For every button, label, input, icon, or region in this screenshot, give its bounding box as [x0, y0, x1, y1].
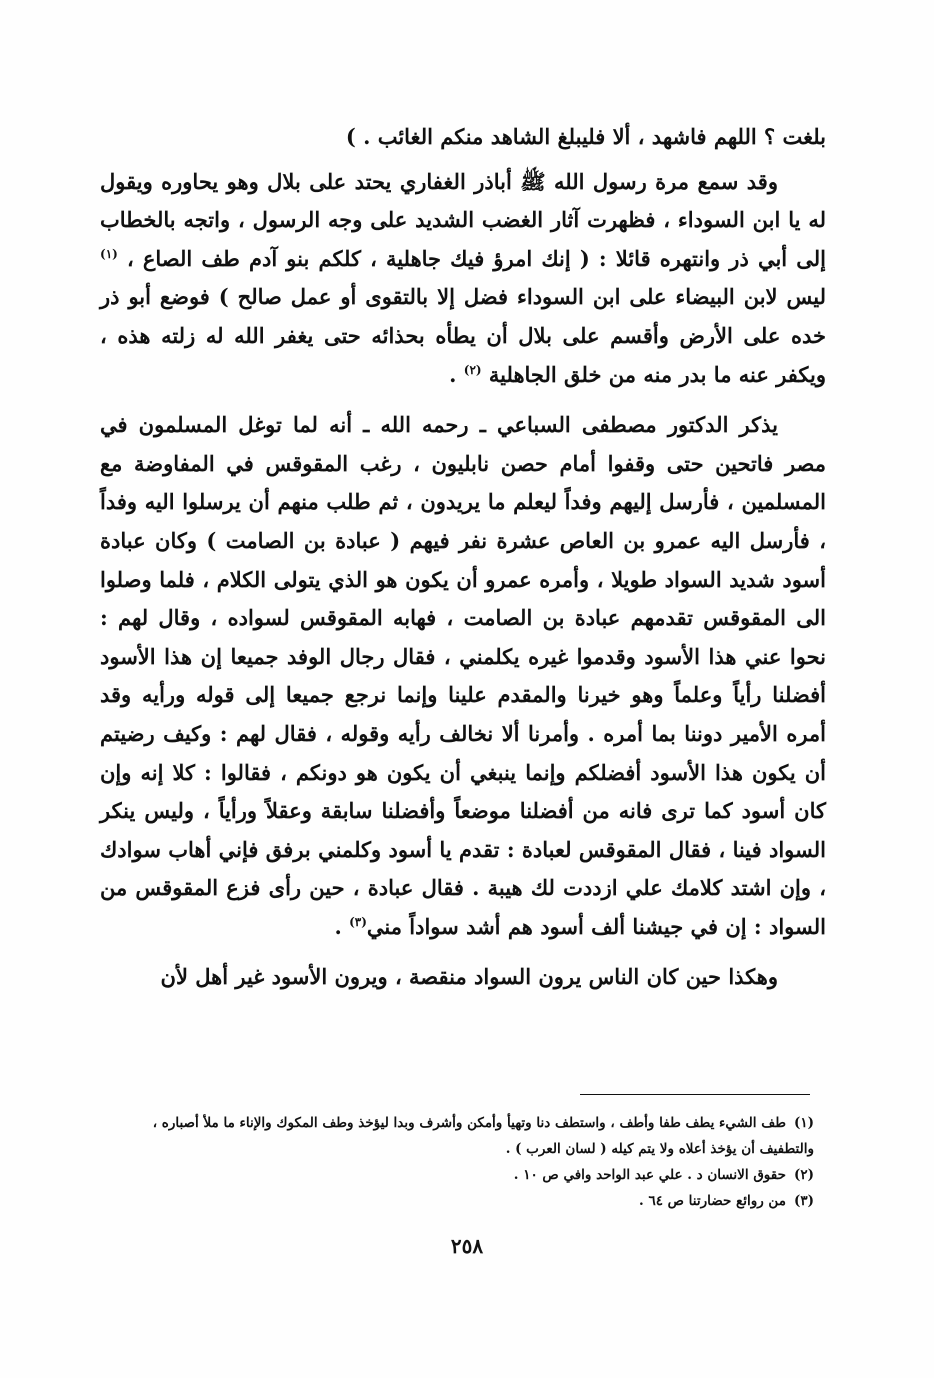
footnote-1 [108, 1110, 814, 1162]
page-number: ٢٥٨ [450, 1234, 484, 1258]
paragraph-abu-dharr-tail: ليس لابن البيضاء على ابن السوداء فضل إلا بالتقوى أو عمل صالح ) فوضع أبو ذر خده على الأرض وأقسم على بلال أن يطأه بحذائه حتى يغفر الله له زلته هذه ، ويكفر عنه ما بدر منه من خلق الجاهلية [100, 284, 826, 387]
footnote-3 [108, 1188, 814, 1214]
footnote-2-number: (٢) [793, 1167, 814, 1183]
paragraph-sibai [100, 406, 826, 946]
paragraph-closing: وهكذا حين كان الناس يرون السواد منقصة ، ويرون الأسود غير أهل لأن [160, 964, 778, 990]
footnote-ref-1: (١) [100, 246, 118, 261]
paragraph-abu-dharr [100, 163, 826, 395]
footnote-ref-2: (٢) [463, 362, 482, 377]
footnote-3-text: من روائع حضارتنا ص ٦٤ . [639, 1193, 786, 1209]
paragraph-sibai-end: . [334, 913, 350, 939]
footnote-1-number: (١) [793, 1115, 814, 1131]
paragraph-abu-dharr-end: . [449, 361, 464, 387]
main-text [100, 118, 826, 997]
paragraph-opening-line: بلغت ؟ اللهم فاشهد ، ألا فليبلغ الشاهد منكم الغائب . ) [345, 124, 826, 149]
paragraph-sibai-body: يذكر الدكتور مصطفى السباعي ـ رحمه الله ـ أنه لما توغل المسلمون في مصر فاتحين حتى وقفوا أمام حصن نابليون ، رغب المقوقس في المفاوضة مع المسلمين ، فأرسل إليهم وفداً ليعلم ما يريدون ، ثم طلب منهم أن يرسلوا اليه وفداً ، فأرسل اليه عمرو بن العاص عشرة نفر فيهم ( عبادة بن الصامت ) وكان عبادة أسود شديد السواد طويلا ، وأمره عمرو أن يكون هو الذي يتولى الكلام ، فلما وصلوا الى المقوقس تقدمهم عبادة بن الصامت ، فهابه المقوقس لسواده ، وقال لهم : نحوا عني هذا الأسود وقدموا غيره يكلمني ، فقال رجال الوفد جميعا إن هذا الأسود أفضلنا رأياً وعلماً وهو خيرنا والمقدم علينا وإنما نرجع جميعا إلى قوله ورأيه وقد أمره الأمير دوننا بما أمره . وأمرنا ألا نخالف رأيه وقوله ، فقال لهم : وكيف رضيتم أن يكون هذا الأسود أفضلكم وإنما ينبغي أن يكون هو دونكم ، فقالوا : كلا إنه وإن كان أسود كما ترى فانه من أفضلنا موضعاً وأفضلنا سابقة وعقلاً ورأياً ، وليس ينكر السواد فينا ، فقال المقوقس لعبادة : تقدم يا أسود وكلمني برفق فإني أهاب سوادك ، وإن اشتد كلامك علي ازددت لك هيبة . فقال عبادة ، حين رأى فزع المقوقس من السواد : إن في جيشنا ألف أسود هم أشد سواداً مني [100, 412, 826, 939]
footnote-2 [108, 1162, 814, 1188]
footnote-ref-3: (٣) [349, 914, 367, 929]
footnote-divider [580, 1094, 810, 1095]
footnotes [108, 1110, 814, 1214]
footnote-1-text: طف الشيء يطف طفا وأطف ، واستطف دنا وتهيأ وأمكن وأشرف وبدا ليؤخذ وطف المكوك والإناء ما ملأ أصباره ، والتطفيف أن يؤخذ أعلاه ولا يتم كيله ( لسان العرب ) . [152, 1115, 814, 1157]
footnote-3-number: (٣) [793, 1193, 814, 1209]
paragraph-abu-dharr-head: وقد سمع مرة رسول الله ﷺ أباذر الغفاري يحتد على بلال وهو يحاوره ويقول له يا ابن السوداء ، فظهرت آثار الغضب الشديد على وجه الرسول ، واتجه بالخطاب إلى أبي ذر وانتهره قائلا : ( إنك امرؤ فيك جاهلية ، كلكم بنو آدم طف الصاع ، [100, 168, 826, 271]
footnote-2-text: حقوق الانسان د . علي عبد الواحد وافي ص ١٠ . [513, 1167, 786, 1183]
